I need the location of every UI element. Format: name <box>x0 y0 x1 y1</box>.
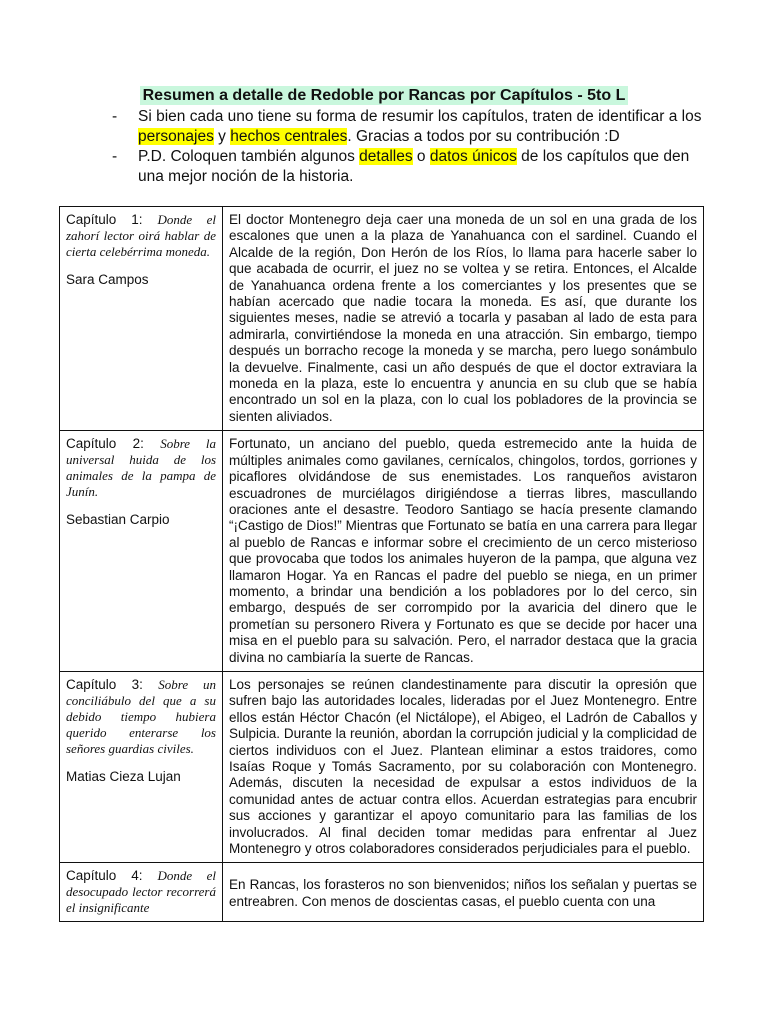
highlight-datos-unicos: datos únicos <box>429 148 517 165</box>
instruction-item <box>112 147 712 187</box>
chapter-label: Capítulo 3: <box>66 676 159 692</box>
title-container <box>0 86 768 105</box>
table-row <box>60 863 704 922</box>
instruction-text: de los capítulos que den una mejor noción de la historia. <box>138 148 690 185</box>
chapter-cell <box>60 207 223 431</box>
chapter-summary: En Rancas, los forasteros no son bienvenidos; niños los señalan y puertas se entreabren. Con menos de doscientas casas, el pueblo cuenta con una <box>223 863 704 922</box>
highlight-hechos-centrales: hechos centrales <box>230 128 348 145</box>
instruction-text: P.D. Coloquen también algunos <box>138 148 360 165</box>
instruction-text: y <box>213 128 231 145</box>
chapter-author: Sara Campos <box>66 272 149 287</box>
chapter-cell <box>60 863 223 922</box>
instruction-text: Si bien cada uno tiene su forma de resumir los capítulos, traten de identificar a los <box>138 108 702 125</box>
chapter-label: Capítulo 4: <box>66 868 158 884</box>
instruction-item <box>112 107 712 147</box>
chapter-heading <box>66 868 216 916</box>
document-title: Resumen a detalle de Redoble por Rancas por Capítulos - 5to L <box>140 86 629 105</box>
chapters-table <box>59 206 704 922</box>
instruction-text: . Gracias a todos por su contribución :D <box>347 128 620 145</box>
chapter-heading <box>66 212 216 260</box>
chapter-cell <box>60 671 223 862</box>
table-row <box>60 431 704 672</box>
chapter-summary: El doctor Montenegro deja caer una moneda de un sol en una grada de los escalones que unen a la plaza de Yanahuanca con el sardinel. Cuando el Alcalde de la región, Don Herón de los Ríos, lo llama para hacerle saber lo que acabada de ocurrir, el juez no se voltea y se retira. Entonces, el Alcalde de Yanahuanca ordena frente a los comerciantes y los presentes que se habían acercado que nadie tocara la moneda. Es así, que durante los siguientes meses, nadie se atrevió a tocarla y pasaban al lado de esta para admirarla, convirtiéndose la moneda en una atracción. Sin embargo, tiempo después un borracho recoge la moneda y se marcha, pero luego sonámbulo la devuelve. Finalmente, casi un año después de que el doctor extraviara la moneda en la plaza, este lo encuentra y anuncia en su club que se había encontrado un sol en la plaza, con lo cual los pobladores de la provincia se sienten aliviados. <box>223 207 704 431</box>
bullet-marker: - <box>112 148 118 165</box>
chapter-summary: Los personajes se reúnen clandestinamente para discutir la opresión que sufren bajo las autoridades locales, lideradas por el Juez Montenegro. Entre ellos están Héctor Chacón (el Nictálope), el Abigeo, el Ladrón de Caballos y Sulpicia. Durante la reunión, abordan la corrupción judicial y la complicidad de ciertos individuos con el Juez. Plantean eliminar a estos traidores, como Isaías Roque y Tomás Sacramento, por su colaboración con Montenegro. Además, discuten la necesidad de expulsar a estos individuos de la comunidad antes de actuar contra ellos. Acuerdan estrategias para encubrir sus acciones y garantizar el apoyo comunitario para las familias de los involucrados. Al final deciden tomar medidas para enfrentar al Juez Montenegro y otros colaboradores considerados perjudiciales para el pueblo. <box>223 671 704 862</box>
chapter-label: Capítulo 2: <box>66 436 161 452</box>
table-row <box>60 207 704 431</box>
chapter-summary: Fortunato, un anciano del pueblo, queda estremecido ante la huida de múltiples animales como gavilanes, cernícalos, chingolos, tordos, gorriones y picaflores olvidándose de sus enemistades. Los ranqueños avistaron escuadrones de murciélagos dirigiéndose a tierras libres, mascullando oraciones ante el desastre. Teodoro Santiago se hacía presente clamando “¡Castigo de Dios!” Mientras que Fortunato se batía en una carrera para llegar al pueblo de Rancas e informar sobre el crecimiento de un cerco misterioso que provocaba que todos los animales huyeron de la pampa, que alguna vez llamaron Hogar. Ya en Rancas el padre del pueblo se niega, en un primer momento, a brindar una bendición a los pobladores por lo del cerco, sin embargo, después de ser corrompido por la avaricia del dinero que le prometían su personero Rivera y Fortunato es que se decide por hacer una misa en el pueblo para su salvación. Pero, el narrador destaca que la gracia divina no cambiaría la suerte de Rancas. <box>223 431 704 672</box>
chapter-author: Sebastian Carpio <box>66 512 170 528</box>
chapter-title: Donde el zahorí lector oirá hablar de cierta celebérrima moneda. <box>66 212 216 259</box>
chapter-cell <box>60 431 223 672</box>
instructions-list <box>112 107 712 187</box>
chapter-heading <box>66 436 216 500</box>
chapter-title: Sobre un conciliábulo del que a su debido tiempo hubiera querido enterarse los señores guardias civiles. <box>66 676 216 756</box>
highlight-detalles: detalles <box>359 148 413 165</box>
table-row <box>60 671 704 862</box>
chapter-title: Donde el desocupado lector recorrerá el insignificante <box>66 868 216 916</box>
chapter-label: Capítulo 1: <box>66 212 158 227</box>
chapter-author: Matias Cieza Lujan <box>66 768 181 784</box>
chapter-heading <box>66 677 216 757</box>
bullet-marker: - <box>112 108 118 125</box>
chapter-title: Sobre la universal huida de los animales de la pampa de Junín. <box>66 436 216 500</box>
highlight-personajes: personajes <box>138 128 214 145</box>
instruction-text: o <box>412 148 430 165</box>
